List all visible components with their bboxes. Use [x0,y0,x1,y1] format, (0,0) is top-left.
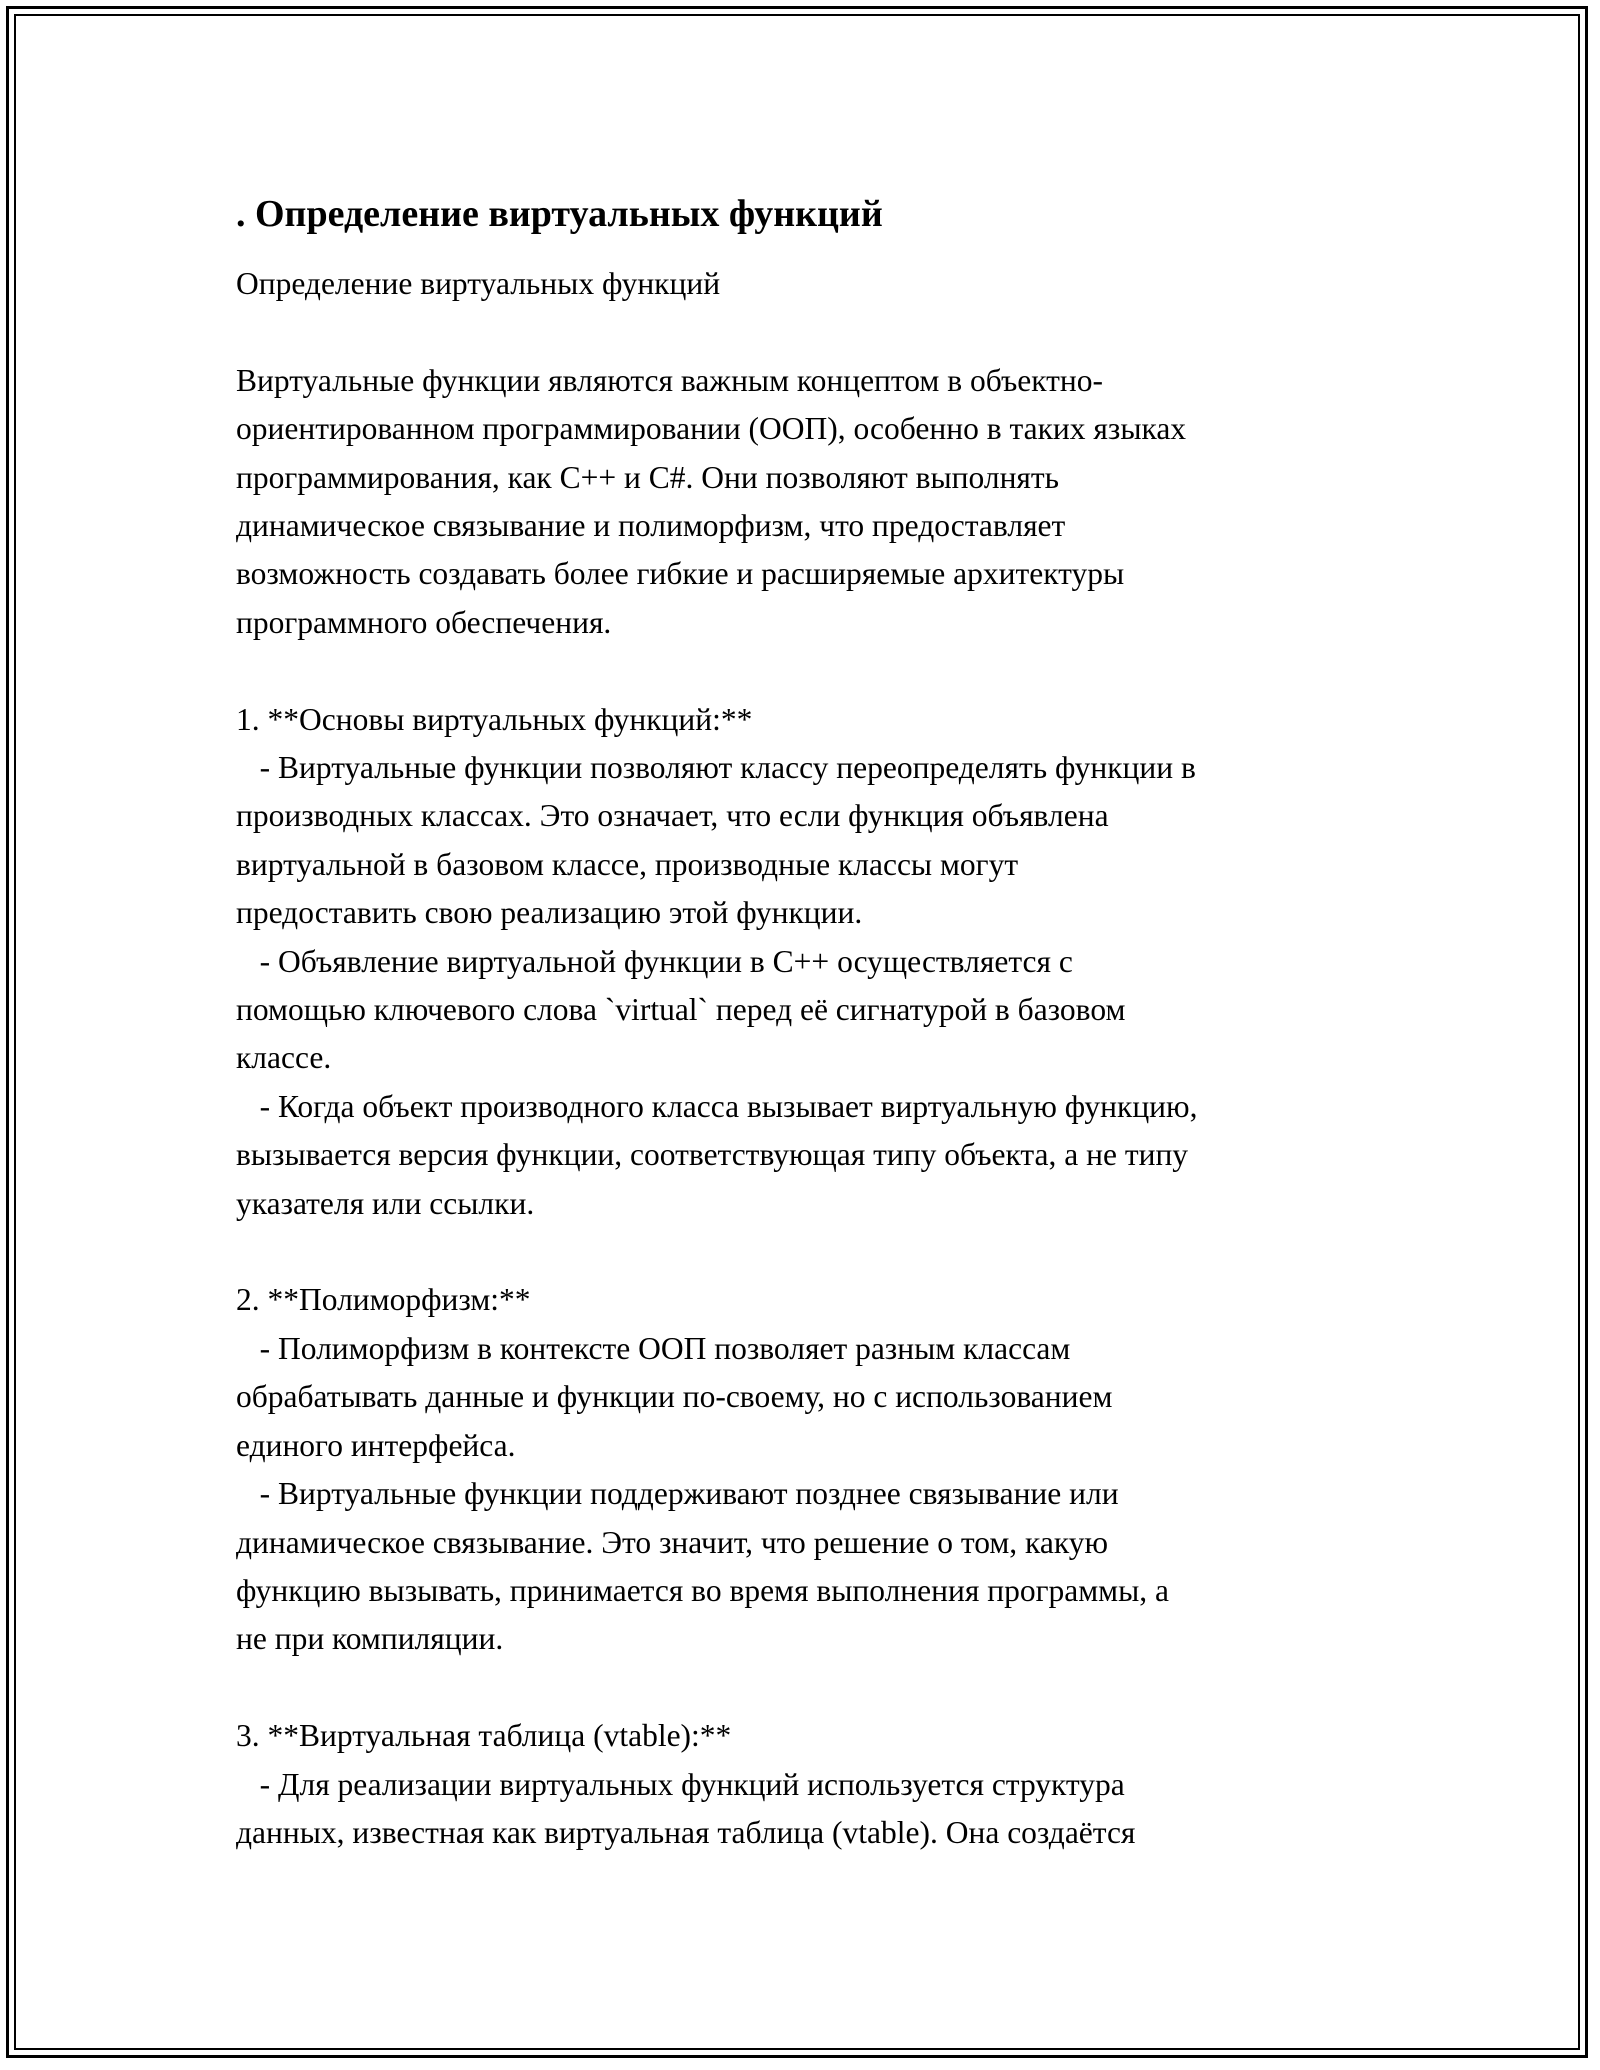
text-line: единого интерфейса. [236,1427,516,1463]
text-line: - Для реализации виртуальных функций используется структура [236,1766,1125,1802]
text-line: обрабатывать данные и функции по-своему, но с использованием [236,1379,1113,1415]
text-line: - Полиморфизм в контексте ООП позволяет разным классам [236,1330,1071,1366]
text-line: предоставить свою реализацию этой функции. [236,895,863,931]
text-line: указателя или ссылки. [236,1185,535,1221]
text-line: - Виртуальные функции поддерживают позднее связывание или [236,1476,1119,1512]
blank-line [236,1228,1386,1276]
text-line: классе. [236,1040,332,1076]
text-line: помощью ключевого слова `virtual` перед её сигнатурой в базовом [236,992,1126,1028]
text-line: ориентированном программировании (ООП), особенно в таких языках [236,411,1187,447]
text-line: динамическое связывание и полиморфизм, что предоставляет [236,508,1066,544]
text-line: - Объявление виртуальной функции в C++ осуществляется с [236,943,1073,979]
text-line: возможность создавать более гибкие и расширяемые архитектуры [236,556,1125,592]
document-title: . Определение виртуальных функций [236,193,883,235]
text-line: функцию вызывать, принимается во время выполнения программы, а [236,1572,1169,1608]
blank-line [236,647,1386,695]
text-line: - Когда объект производного класса вызывает виртуальную функцию, [236,1088,1198,1124]
text-line: производных классах. Это означает, что если функция объявлена [236,798,1109,834]
text-line: 1. **Основы виртуальных функций:** [236,701,753,737]
document-subtitle: Определение виртуальных функций [236,266,721,301]
text-line: - Виртуальные функции позволяют классу переопределять функции в [236,750,1196,786]
text-line: динамическое связывание. Это значит, что решение о том, какую [236,1524,1108,1560]
blank-line [236,1664,1386,1712]
text-line: 2. **Полиморфизм:** [236,1282,531,1318]
text-line: данных, известная как виртуальная таблица (vtable). Она создаётся [236,1814,1136,1850]
text-line: 3. **Виртуальная таблица (vtable):** [236,1718,732,1754]
blank-line [236,308,1386,356]
text-line: программирования, как C++ и C#. Они позволяют выполнять [236,459,1060,495]
document-text [236,308,1386,1857]
text-line: Виртуальные функции являются важным концептом в объектно- [236,362,1103,398]
text-line: программного обеспечения. [236,604,612,640]
text-line: вызывается версия функции, соответствующая типу объекта, а не типу [236,1137,1189,1173]
text-line: не при компиляции. [236,1621,504,1657]
text-line: виртуальной в базовом классе, производные классы могут [236,846,1019,882]
document-body [236,186,1386,1857]
